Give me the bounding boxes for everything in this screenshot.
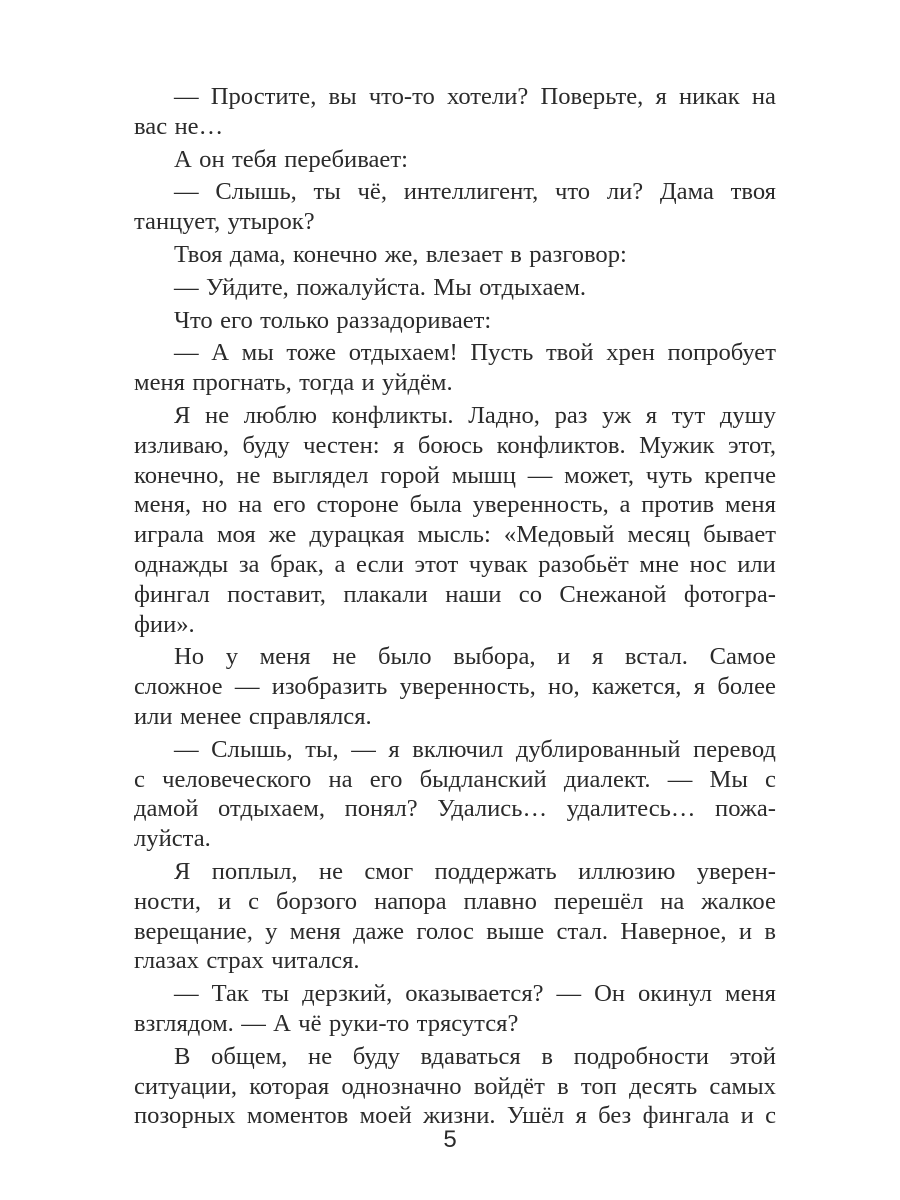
paragraph: [134, 273, 776, 303]
text-line: В общем, не буду вдаваться в подробности этой: [174, 1042, 776, 1070]
paragraph: [134, 306, 776, 336]
text-line: — Слышь, ты, — я включил дублированный перевод: [174, 735, 776, 763]
paragraph: [134, 240, 776, 270]
paragraph: [134, 979, 776, 1039]
text-line: А он тебя перебивает:: [174, 145, 408, 173]
paragraph: [134, 82, 776, 142]
text-line: — А мы тоже отдыхаем! Пусть твой хрен попробует: [174, 339, 776, 367]
text-line: или менее справлялся.: [134, 702, 372, 730]
text-line: ности, и с борзого напора плавно перешёл на жалкое: [134, 887, 776, 915]
text-line: — Уйдите, пожалуйста. Мы отдыхаем.: [174, 273, 587, 301]
text-line: — Слышь, ты чё, интеллигент, что ли? Дама твоя: [174, 178, 776, 206]
text-line: сложное — изобразить уверенность, но, кажется, я более: [134, 673, 776, 701]
text-line: меня, но на его стороне была уверенность, а против меня: [134, 491, 776, 519]
paragraph: [134, 1042, 776, 1131]
text-line: Я не люблю конфликты. Ладно, раз уж я тут душу: [174, 401, 776, 429]
paragraph: [134, 145, 776, 175]
text-line: позорных моментов моей жизни. Ушёл я без фингала и с: [134, 1102, 776, 1130]
text-line: танцует, утырок?: [134, 208, 315, 236]
paragraph: [134, 177, 776, 237]
text-line: изливаю, буду честен: я боюсь конфликтов. Мужик этот,: [134, 431, 776, 459]
text-line: с человеческого на его быдланский диалект. — Мы с: [134, 765, 776, 793]
text-line: однажды за брак, а если этот чувак разобьёт мне нос или: [134, 550, 776, 578]
text-line: дамой отдыхаем, понял? Удались… удалитесь… пожа-: [134, 795, 776, 823]
paragraph: [134, 735, 776, 854]
text-line: играла моя же дурацкая мысль: «Медовый месяц бывает: [134, 521, 776, 549]
paragraph: [134, 338, 776, 398]
text-line: ситуации, которая однозначно войдёт в топ десять самых: [134, 1072, 776, 1100]
text-line: вас не…: [134, 112, 224, 140]
text-line: Твоя дама, конечно же, влезает в разговор:: [174, 240, 627, 268]
paragraph: [134, 857, 776, 976]
paragraph: [134, 642, 776, 731]
text-line: верещание, у меня даже голос выше стал. Наверное, и в: [134, 917, 776, 945]
text-line: — Так ты дерзкий, оказывается? — Он окинул меня: [174, 980, 776, 1008]
text-line: конечно, не выглядел горой мышц — может, чуть крепче: [134, 461, 776, 489]
text-line: Что его только раззадоривает:: [174, 306, 492, 334]
text-line: — Простите, вы что-то хотели? Поверьте, я никак на: [174, 83, 776, 110]
text-line: Но у меня не было выбора, и я встал. Самое: [174, 643, 776, 671]
text-line: фингал поставит, плакали наши со Снежаной фотогра-: [134, 580, 776, 608]
text-line: взглядом. — А чё руки-то трясутся?: [134, 1009, 519, 1037]
text-line: глазах страх читался.: [134, 947, 360, 975]
text-line: меня прогнать, тогда и уйдём.: [134, 369, 453, 397]
text-line: Я поплыл, не смог поддержать иллюзию уверен-: [174, 857, 776, 885]
paragraph: [134, 401, 776, 639]
text-line: луйста.: [134, 825, 211, 853]
page-text: [134, 82, 776, 1134]
page-number: 5: [443, 1126, 457, 1153]
text-line: фии».: [134, 610, 195, 638]
